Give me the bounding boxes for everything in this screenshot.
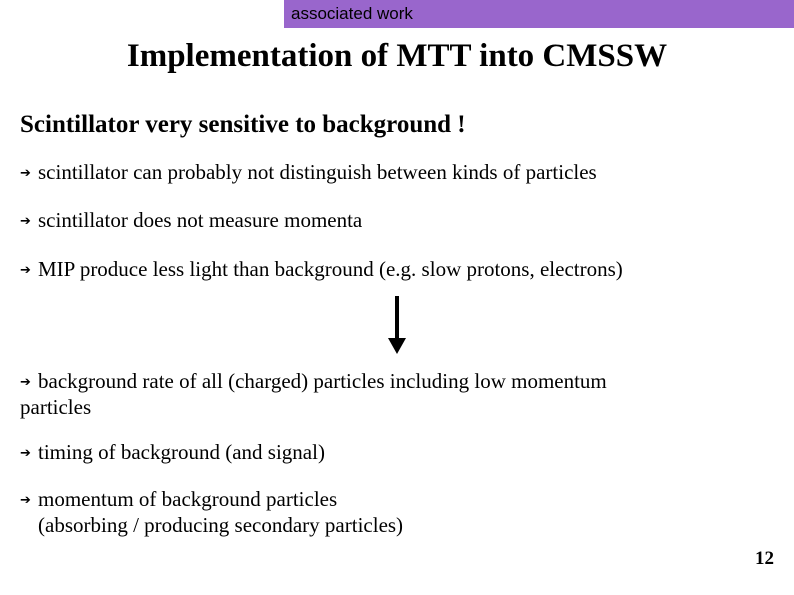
bullet-item — [20, 208, 362, 234]
bullet-text: MIP produce less light than background (e.g. slow protons, electrons) — [38, 257, 623, 281]
arrow-bullet-icon: ➔ — [20, 493, 31, 508]
arrow-bullet-icon: ➔ — [20, 166, 31, 181]
down-arrow-icon — [386, 296, 408, 356]
arrow-bullet-icon: ➔ — [20, 446, 31, 461]
bullet-text: background rate of all (charged) particles including low momentum — [38, 369, 607, 393]
bullet-text: scintillator does not measure momenta — [38, 208, 363, 232]
arrow-bullet-icon: ➔ — [20, 375, 31, 390]
arrow-bullet-icon: ➔ — [20, 214, 31, 229]
bullet-text: momentum of background particles — [38, 487, 338, 511]
bullet-item — [20, 160, 597, 186]
bullet-text-continued: (absorbing / producing secondary particles) — [38, 513, 404, 537]
page-number: 12 — [755, 548, 774, 569]
bullet-item — [20, 369, 607, 419]
slide-subtitle: Scintillator very sensitive to background ! — [20, 111, 466, 138]
bullet-text: scintillator can probably not distinguish between kinds of particles — [38, 160, 597, 184]
arrow-bullet-icon: ➔ — [20, 263, 31, 278]
slide-title: Implementation of MTT into CMSSW — [126, 38, 668, 74]
bullet-item — [20, 487, 403, 537]
associated-work-banner — [284, 0, 794, 28]
bullet-text-continued: particles — [20, 395, 92, 419]
bullet-item — [20, 257, 623, 283]
bullet-text: timing of background (and signal) — [38, 440, 325, 464]
banner-label: associated work — [291, 4, 413, 23]
bullet-item — [20, 440, 325, 466]
